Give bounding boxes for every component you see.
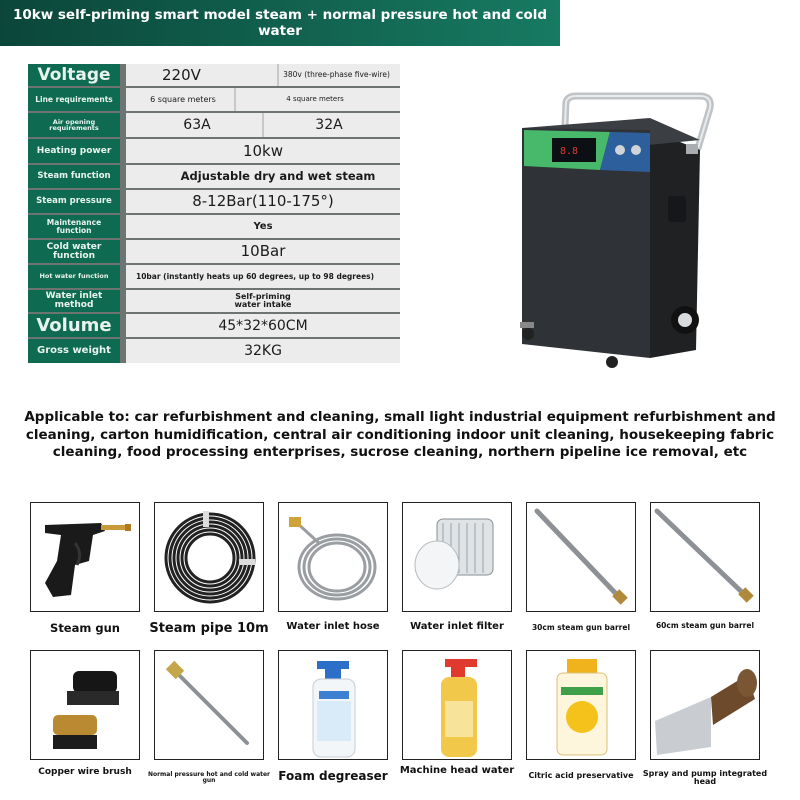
svg-text:8.8: 8.8 <box>560 146 579 157</box>
accessory-machine-head-water <box>399 650 515 776</box>
accessory-copper-wire-brush <box>30 650 140 777</box>
accessory-label: Spray and pump integrated head <box>642 769 768 787</box>
accessory-steam-pipe <box>149 502 269 636</box>
spec-value-primary: 220V <box>162 65 201 84</box>
water-inlet-hose-icon <box>278 502 388 612</box>
spec-value-secondary: 380v (three-phase five-wire) <box>277 64 394 86</box>
accessory-label: Normal pressure hot and cold water gun <box>147 771 271 785</box>
spec-row-heating <box>28 139 400 165</box>
spec-label: Maintenance function <box>28 215 126 238</box>
accessory-label: 60cm steam gun barrel <box>655 621 755 630</box>
spec-value: 8-12Bar(110-175°) <box>126 190 400 213</box>
spec-value: Adjustable dry and wet steam <box>126 165 400 188</box>
spec-row-water-inlet <box>28 290 400 314</box>
accessory-water-inlet-filter <box>402 502 512 632</box>
spec-row-hot-water <box>28 265 400 290</box>
accessory-water-inlet-hose <box>278 502 388 632</box>
citric-acid-jar-icon <box>526 650 636 760</box>
spec-value: Self-priming water intake <box>126 290 400 312</box>
applicable-description: Applicable to: car refurbishment and cleaning, small light industrial equipment refurbishment and cleaning, carton humidification, central air conditioning indoor unit cleaning, housekeeping fabric cleaning, food processing enterprises, sucrose cleaning, northern pipeline ice removal, etc <box>24 409 776 460</box>
spec-row-air <box>28 113 400 139</box>
gun-barrel-icon <box>526 502 636 612</box>
accessory-steam-gun <box>30 502 140 635</box>
spec-value-primary: 6 square meters <box>150 94 216 104</box>
spec-value <box>126 88 400 111</box>
gun-barrel-icon <box>650 502 760 612</box>
steam-pipe-coil-icon <box>154 502 264 612</box>
header-banner <box>0 0 560 46</box>
accessory-label: Steam pipe 10m <box>149 621 269 636</box>
accessory-citric-acid <box>526 650 636 780</box>
spec-value: 10kw <box>126 139 400 163</box>
spec-label: Heating power <box>28 139 126 163</box>
spec-label: Line requirements <box>28 88 126 111</box>
spec-label: Air opening requirements <box>28 113 126 137</box>
accessory-label: Steam gun <box>50 621 120 635</box>
accessory-label: Machine head water <box>399 765 515 776</box>
spec-row-weight <box>28 339 400 363</box>
spec-table <box>28 64 400 363</box>
spec-label: Hot water function <box>28 265 126 288</box>
spec-row-cold-water <box>28 240 400 265</box>
spec-value-secondary: 32A <box>262 113 394 137</box>
spec-row-voltage <box>28 64 400 88</box>
spray-pump-head-icon <box>650 650 760 760</box>
spec-value: 32KG <box>126 339 400 363</box>
spec-label: Steam pressure <box>28 190 126 213</box>
spec-value: 10bar (instantly heats up 60 degrees, up to 98 degrees) <box>126 265 400 288</box>
spec-value: Yes <box>126 215 400 238</box>
steam-cleaner-machine-image <box>500 88 730 378</box>
steam-gun-icon <box>30 502 140 612</box>
page-title: 10kw self-priming smart model steam + normal pressure hot and cold water <box>12 7 548 39</box>
spec-label: Water inlet method <box>28 290 126 312</box>
spec-value: 10Bar <box>126 240 400 263</box>
spec-row-line <box>28 88 400 113</box>
accessory-label: Water inlet filter <box>410 621 504 632</box>
spec-label: Cold water function <box>28 240 126 263</box>
spec-label: Voltage <box>28 64 126 86</box>
spec-label: Gross weight <box>28 339 126 363</box>
accessory-label: 30cm steam gun barrel <box>531 623 631 632</box>
accessory-spray-pump-head <box>642 650 768 787</box>
spec-value-secondary: 4 square meters <box>234 88 394 111</box>
spec-value <box>126 113 400 137</box>
water-inlet-filter-icon <box>402 502 512 612</box>
spec-value-primary: 63A <box>183 117 211 133</box>
foam-degreaser-bottle-icon <box>278 650 388 760</box>
accessory-30cm-barrel <box>526 502 636 632</box>
accessory-water-gun <box>147 650 271 785</box>
accessory-label: Foam degreaser <box>278 769 388 783</box>
spec-value <box>126 64 400 86</box>
accessory-foam-degreaser <box>278 650 388 783</box>
spec-row-steam-pressure <box>28 190 400 215</box>
spec-value: 45*32*60CM <box>126 314 400 337</box>
accessory-label: Copper wire brush <box>38 767 132 777</box>
accessory-60cm-barrel <box>650 502 760 630</box>
accessory-label: Water inlet hose <box>286 621 380 632</box>
spec-label: Steam function <box>28 165 126 188</box>
header-blank <box>560 0 800 46</box>
water-gun-wand-icon <box>154 650 264 760</box>
spec-row-volume <box>28 314 400 339</box>
spec-label: Volume <box>28 314 126 337</box>
accessory-label: Citric acid preservative <box>528 771 634 780</box>
spec-row-maintenance <box>28 215 400 240</box>
spec-row-steam-function <box>28 165 400 190</box>
machine-head-water-bottle-icon <box>402 650 512 760</box>
copper-wire-brush-icon <box>30 650 140 760</box>
